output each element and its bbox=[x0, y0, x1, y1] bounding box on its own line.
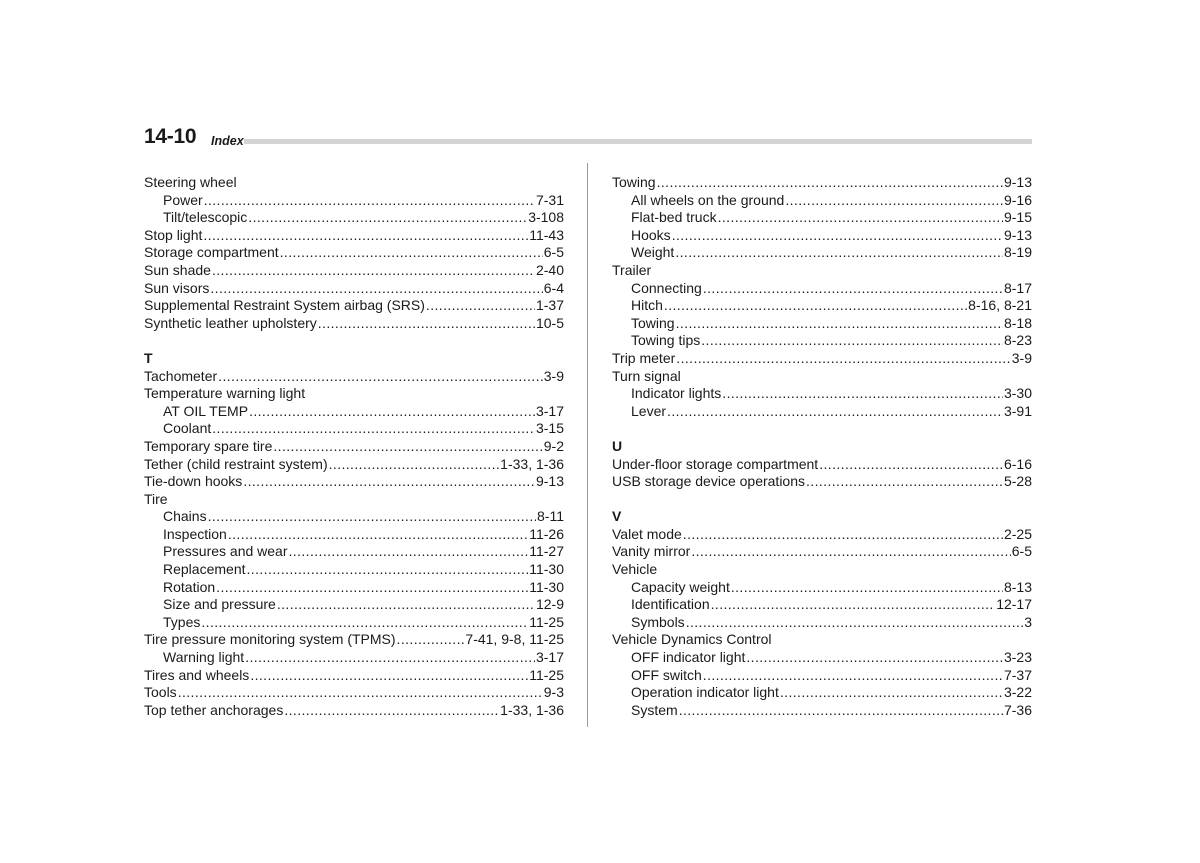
index-subentry bbox=[612, 403, 1032, 421]
entry-page-ref: 8-17 bbox=[1003, 279, 1032, 296]
dot-leader bbox=[686, 614, 1024, 632]
dot-leader bbox=[245, 649, 535, 667]
entry-page-ref: 6-5 bbox=[1011, 543, 1032, 560]
index-entry bbox=[144, 491, 564, 509]
entry-page-ref: 3-17 bbox=[535, 402, 564, 419]
dot-leader bbox=[289, 543, 529, 561]
entry-label: Hitch bbox=[631, 297, 663, 314]
entry-label: Types bbox=[163, 613, 201, 630]
dot-leader bbox=[277, 596, 535, 614]
dot-leader bbox=[426, 297, 535, 315]
dot-leader bbox=[722, 385, 1003, 403]
entry-label: Tires and wheels bbox=[144, 666, 250, 683]
dot-leader bbox=[397, 631, 465, 649]
index-entry bbox=[612, 368, 1032, 386]
index-letter-heading: U bbox=[612, 437, 623, 454]
index-subentry bbox=[612, 244, 1032, 262]
index-entry bbox=[612, 350, 1032, 368]
entry-label: Flat-bed truck bbox=[631, 209, 717, 226]
index-subentry bbox=[144, 192, 564, 210]
entry-label: All wheels on the ground bbox=[631, 191, 785, 208]
entry-page-ref: 9-16 bbox=[1003, 191, 1032, 208]
entry-page-ref: 9-15 bbox=[1003, 209, 1032, 226]
dot-leader bbox=[676, 315, 1003, 333]
entry-label: Chains bbox=[163, 508, 207, 525]
entry-label: Operation indicator light bbox=[631, 684, 779, 701]
index-entry bbox=[612, 631, 1032, 649]
entry-label: USB storage device operations bbox=[612, 473, 805, 490]
dot-leader bbox=[711, 596, 996, 614]
entry-label: Indicator lights bbox=[631, 385, 722, 402]
dot-leader bbox=[228, 526, 528, 544]
entry-label: System bbox=[631, 701, 678, 718]
dot-leader bbox=[683, 526, 1003, 544]
entry-page-ref: 3 bbox=[1024, 613, 1032, 630]
index-entry bbox=[612, 543, 1032, 561]
entry-label: Tether (child restraint system) bbox=[144, 455, 328, 472]
dot-leader bbox=[703, 667, 1003, 685]
entry-label: Tie-down hooks bbox=[144, 473, 243, 490]
entry-page-ref: 6-5 bbox=[543, 244, 564, 261]
index-entry bbox=[144, 262, 564, 280]
entry-page-ref: 10-5 bbox=[535, 314, 564, 331]
index-subentry bbox=[612, 332, 1032, 350]
entry-page-ref: 3-23 bbox=[1003, 649, 1032, 666]
entry-page-ref: 12-17 bbox=[996, 596, 1032, 613]
page-header bbox=[144, 125, 1032, 151]
index-column-left bbox=[144, 174, 564, 719]
entry-label: Temporary spare tire bbox=[144, 437, 273, 454]
entry-label: Replacement bbox=[163, 561, 246, 578]
index-subentry bbox=[612, 297, 1032, 315]
column-divider bbox=[587, 163, 588, 727]
entry-page-ref: 1-37 bbox=[535, 297, 564, 314]
index-entry bbox=[144, 244, 564, 262]
index-entry bbox=[612, 174, 1032, 192]
dot-leader bbox=[243, 473, 535, 491]
index-entry bbox=[144, 438, 564, 456]
section-title: Index bbox=[211, 134, 244, 148]
index-entry bbox=[612, 526, 1032, 544]
index-subentry bbox=[144, 543, 564, 561]
dot-leader bbox=[718, 209, 1003, 227]
index-subentry bbox=[612, 227, 1032, 245]
entry-label: Steering wheel bbox=[144, 174, 237, 190]
entry-label: Trailer bbox=[612, 261, 652, 278]
index-subentry bbox=[144, 649, 564, 667]
entry-page-ref: 8-19 bbox=[1003, 244, 1032, 261]
entry-label: Power bbox=[163, 191, 203, 208]
index-subentry bbox=[144, 526, 564, 544]
entry-page-ref: 9-13 bbox=[1003, 226, 1032, 243]
index-subentry bbox=[612, 192, 1032, 210]
entry-page-ref: 9-13 bbox=[1003, 174, 1032, 190]
entry-page-ref: 3-91 bbox=[1003, 402, 1032, 419]
entry-page-ref: 3-9 bbox=[1011, 349, 1032, 366]
dot-leader bbox=[203, 227, 528, 245]
entry-page-ref: 3-22 bbox=[1003, 684, 1032, 701]
index-entry bbox=[612, 456, 1032, 474]
index-subentry bbox=[612, 385, 1032, 403]
index-entry bbox=[612, 473, 1032, 491]
index-subentry bbox=[144, 420, 564, 438]
entry-label: Vanity mirror bbox=[612, 543, 691, 560]
entry-page-ref: 5-28 bbox=[1003, 473, 1032, 490]
index-entry bbox=[144, 456, 564, 474]
dot-leader bbox=[329, 456, 500, 474]
index-entry bbox=[612, 561, 1032, 579]
index-entry bbox=[144, 174, 564, 192]
index-entry bbox=[144, 385, 564, 403]
entry-page-ref: 9-3 bbox=[543, 684, 564, 701]
index-subentry bbox=[144, 614, 564, 632]
dot-leader bbox=[250, 667, 528, 685]
index-entry bbox=[144, 631, 564, 649]
entry-page-ref: 7-36 bbox=[1003, 701, 1032, 718]
entry-page-ref: 11-25 bbox=[529, 666, 564, 683]
entry-label: Lever bbox=[631, 402, 667, 419]
entry-page-ref: 9-2 bbox=[543, 437, 564, 454]
entry-page-ref: 11-25 bbox=[529, 613, 564, 630]
index-subentry bbox=[612, 614, 1032, 632]
dot-leader bbox=[806, 473, 1003, 491]
entry-label: Warning light bbox=[163, 649, 245, 666]
index-subentry bbox=[144, 579, 564, 597]
index-entry bbox=[144, 684, 564, 702]
entry-label: Tire pressure monitoring system (TPMS) bbox=[144, 631, 396, 648]
dot-leader bbox=[249, 403, 535, 421]
entry-page-ref: 8-16, 8-21 bbox=[968, 297, 1032, 314]
entry-label: Vehicle bbox=[612, 561, 658, 578]
dot-leader bbox=[273, 438, 542, 456]
page-number: 14-10 bbox=[144, 125, 197, 148]
dot-leader bbox=[201, 614, 528, 632]
dot-leader bbox=[780, 684, 1003, 702]
dot-leader bbox=[676, 350, 1010, 368]
entry-label: Weight bbox=[631, 244, 675, 261]
entry-page-ref: 8-23 bbox=[1003, 332, 1032, 349]
index-subentry bbox=[144, 508, 564, 526]
entry-label: AT OIL TEMP bbox=[163, 402, 249, 419]
index-subentry bbox=[612, 209, 1032, 227]
dot-leader bbox=[210, 280, 542, 298]
index-subentry bbox=[144, 561, 564, 579]
entry-label: Coolant bbox=[163, 420, 212, 437]
entry-page-ref: 3-15 bbox=[535, 420, 564, 437]
entry-page-ref: 7-37 bbox=[1003, 666, 1032, 683]
entry-label: Stop light bbox=[144, 226, 203, 243]
entry-label: Sun visors bbox=[144, 279, 210, 296]
index-entry bbox=[612, 262, 1032, 280]
dot-leader bbox=[284, 702, 499, 720]
dot-leader bbox=[672, 227, 1003, 245]
index-column-right bbox=[612, 174, 1032, 719]
entry-label: Towing tips bbox=[631, 332, 701, 349]
entry-label: Towing bbox=[631, 314, 675, 331]
entry-page-ref: 6-4 bbox=[543, 279, 564, 296]
entry-label: Temperature warning light bbox=[144, 385, 306, 402]
entry-label: Capacity weight bbox=[631, 578, 730, 595]
entry-page-ref: 8-11 bbox=[537, 508, 564, 525]
entry-label: Under-floor storage compartment bbox=[612, 455, 819, 472]
index-entry bbox=[144, 280, 564, 298]
entry-page-ref: 12-9 bbox=[535, 596, 564, 613]
entry-page-ref: 1-33, 1-36 bbox=[500, 455, 564, 472]
dot-leader bbox=[280, 244, 543, 262]
entry-page-ref: 8-13 bbox=[1003, 578, 1032, 595]
dot-leader bbox=[691, 543, 1010, 561]
entry-page-ref: 11-43 bbox=[529, 226, 564, 243]
index-entry bbox=[144, 315, 564, 333]
entry-page-ref: 7-31 bbox=[535, 191, 564, 208]
entry-page-ref: 7-41, 9-8, 11-25 bbox=[465, 631, 564, 648]
dot-leader bbox=[701, 332, 1003, 350]
entry-page-ref: 3-108 bbox=[528, 209, 564, 226]
entry-label: Turn signal bbox=[612, 367, 681, 384]
entry-page-ref: 3-17 bbox=[535, 649, 564, 666]
index-subentry bbox=[612, 596, 1032, 614]
entry-label: OFF indicator light bbox=[631, 649, 746, 666]
index-entry bbox=[144, 227, 564, 245]
index-entry bbox=[144, 368, 564, 386]
index-entry bbox=[144, 297, 564, 315]
entry-label: Tools bbox=[144, 684, 177, 701]
dot-leader bbox=[657, 174, 1003, 192]
dot-leader bbox=[318, 315, 535, 333]
entry-page-ref: 2-40 bbox=[535, 261, 564, 278]
entry-label: Pressures and wear bbox=[163, 543, 288, 560]
dot-leader bbox=[218, 368, 543, 386]
entry-label: Storage compartment bbox=[144, 244, 279, 261]
entry-label: Size and pressure bbox=[163, 596, 276, 613]
dot-leader bbox=[675, 244, 1003, 262]
index-letter-heading: T bbox=[144, 349, 153, 366]
entry-page-ref: 2-25 bbox=[1003, 525, 1032, 542]
dot-leader bbox=[204, 192, 535, 210]
dot-leader bbox=[216, 579, 528, 597]
entry-page-ref: 1-33, 1-36 bbox=[500, 701, 564, 718]
index-subentry bbox=[612, 315, 1032, 333]
entry-label: Rotation bbox=[163, 578, 216, 595]
header-rule bbox=[244, 139, 1032, 144]
entry-page-ref: 6-16 bbox=[1003, 455, 1032, 472]
entry-label: Sun shade bbox=[144, 261, 211, 278]
dot-leader bbox=[731, 579, 1003, 597]
entry-label: Hooks bbox=[631, 226, 671, 243]
index-subentry bbox=[144, 596, 564, 614]
index-subentry bbox=[612, 684, 1032, 702]
dot-leader bbox=[667, 403, 1003, 421]
index-subentry bbox=[612, 280, 1032, 298]
dot-leader bbox=[746, 649, 1003, 667]
entry-label: Vehicle Dynamics Control bbox=[612, 631, 772, 648]
dot-leader bbox=[247, 561, 529, 579]
dot-leader bbox=[679, 702, 1003, 720]
dot-leader bbox=[703, 280, 1003, 298]
index-subentry bbox=[144, 403, 564, 421]
entry-page-ref: 11-30 bbox=[529, 561, 564, 578]
index-subentry bbox=[612, 702, 1032, 720]
entry-page-ref: 8-18 bbox=[1003, 314, 1032, 331]
dot-leader bbox=[208, 508, 536, 526]
entry-label: Top tether anchorages bbox=[144, 701, 284, 718]
entry-label: Towing bbox=[612, 174, 656, 190]
dot-leader bbox=[248, 209, 527, 227]
entry-page-ref: 9-13 bbox=[535, 473, 564, 490]
dot-leader bbox=[664, 297, 967, 315]
entry-page-ref: 11-27 bbox=[529, 543, 564, 560]
dot-leader bbox=[785, 192, 1003, 210]
entry-label: Symbols bbox=[631, 613, 685, 630]
index-entry bbox=[144, 667, 564, 685]
entry-label: Supplemental Restraint System airbag (SRS) bbox=[144, 297, 425, 314]
dot-leader bbox=[819, 456, 1003, 474]
dot-leader bbox=[212, 262, 535, 280]
entry-label: Connecting bbox=[631, 279, 702, 296]
index-subentry bbox=[612, 649, 1032, 667]
index-subentry bbox=[612, 579, 1032, 597]
entry-page-ref: 3-9 bbox=[543, 367, 564, 384]
index-entry bbox=[144, 473, 564, 491]
entry-page-ref: 11-26 bbox=[529, 525, 564, 542]
entry-label: Synthetic leather upholstery bbox=[144, 314, 317, 331]
entry-page-ref: 11-30 bbox=[529, 578, 564, 595]
entry-label: Tire bbox=[144, 490, 168, 507]
dot-leader bbox=[212, 420, 535, 438]
index-entry bbox=[144, 702, 564, 720]
entry-label: OFF switch bbox=[631, 666, 702, 683]
entry-page-ref: 3-30 bbox=[1003, 385, 1032, 402]
index-subentry bbox=[612, 667, 1032, 685]
entry-label: Inspection bbox=[163, 525, 227, 542]
entry-label: Trip meter bbox=[612, 349, 676, 366]
entry-label: Tilt/telescopic bbox=[163, 209, 248, 226]
index-subentry bbox=[144, 209, 564, 227]
dot-leader bbox=[178, 684, 543, 702]
entry-label: Identification bbox=[631, 596, 710, 613]
index-letter-heading: V bbox=[612, 508, 622, 525]
entry-label: Tachometer bbox=[144, 367, 218, 384]
entry-label: Valet mode bbox=[612, 525, 682, 542]
